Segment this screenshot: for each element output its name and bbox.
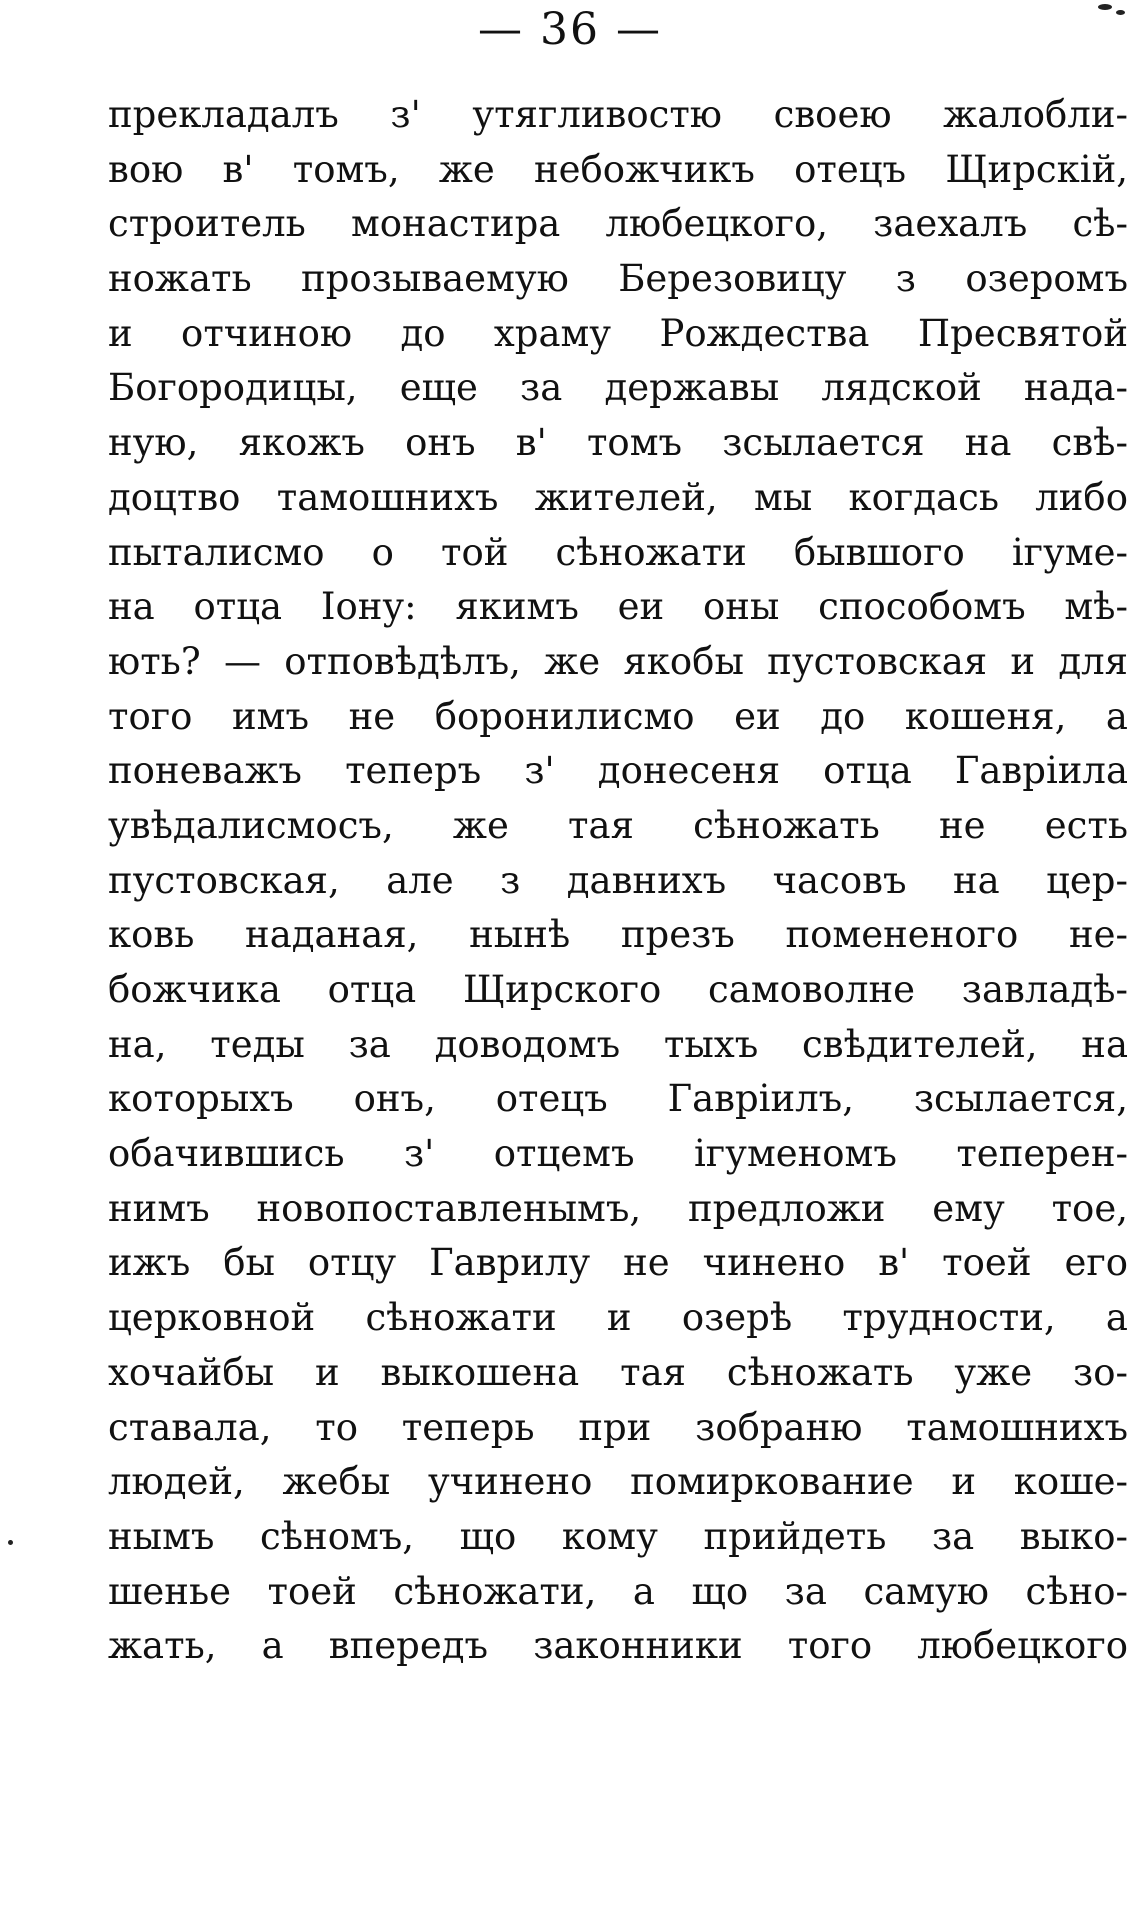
scan-speck (1098, 4, 1112, 10)
text-line: на, теды за доводомъ тыхъ свѣдителей, на (108, 1022, 1128, 1066)
page-number: — 36 — (478, 4, 662, 55)
text-line: на отца Іону: якимъ еи оны способомъ мѣ- (108, 585, 1128, 629)
text-line: и отчиною до храму Рождества Пресвятой (108, 311, 1128, 355)
text-line: пустовская, але з давнихъ часовъ на цер- (108, 858, 1128, 902)
text-line: ють? — отповѣдѣлъ, же якобы пустовская и для (108, 639, 1128, 683)
text-line: шенье тоей сѣножати, а що за самую сѣно- (108, 1569, 1128, 1613)
text-line: того имъ не боронилисмо еи до кошеня, а (108, 694, 1128, 738)
text-line: людей, жебы учинено помиркование и коше- (108, 1460, 1128, 1504)
text-line: обачившись з' отцемъ ігуменомъ теперен- (108, 1132, 1128, 1176)
text-line: увѣдалисмосъ, же тая сѣножать не есть (108, 803, 1128, 847)
text-line: доцтво тамошнихъ жителей, мы когдась либо (108, 475, 1128, 519)
text-line: которыхъ онъ, отецъ Гавріилъ, зсылается, (108, 1077, 1128, 1121)
text-line: нимъ новопоставленымъ, предложи ему тое, (108, 1186, 1128, 1230)
text-line: ную, якожъ онъ в' томъ зсылается на свѣ- (108, 421, 1128, 465)
text-line: ковь наданая, нынѣ презъ помененого не- (108, 913, 1128, 957)
text-line: прекладалъ з' утягливостю своею жалобли- (108, 93, 1128, 136)
text-line: церковной сѣножати и озерѣ трудности, а (108, 1296, 1128, 1340)
text-line: божчика отца Щирского самоволне завладѣ- (108, 968, 1128, 1011)
text-line: пыталисмо о той сѣножати бывшого ігуме- (108, 530, 1128, 574)
text-line: жать, а впередъ законники того любецкого (108, 1624, 1128, 1668)
text-line: ножать прозываемую Березовицу з озеромъ (108, 257, 1128, 301)
text-line: нымъ сѣномъ, що кому прийдеть за выко- (108, 1514, 1128, 1558)
text-line: поневажъ теперъ з' донесеня отца Гавріила (108, 749, 1128, 793)
scan-speck (8, 1540, 13, 1545)
scan-speck (1116, 10, 1125, 15)
text-line: ижъ бы отцу Гаврилу не чинено в' тоей его (108, 1241, 1128, 1285)
text-line: хочайбы и выкошена тая сѣножать уже зо- (108, 1350, 1128, 1394)
text-line: ставала, то теперь при зобраню тамошнихъ (108, 1405, 1128, 1449)
text-line: строитель монастира любецкого, заехалъ сѣ- (108, 202, 1128, 246)
text-line: вою в' томъ, же небожчикъ отецъ Щирскій, (108, 147, 1128, 191)
body-text (108, 88, 1128, 1674)
text-line: Богородицы, еще за державы лядской нада- (108, 366, 1128, 410)
